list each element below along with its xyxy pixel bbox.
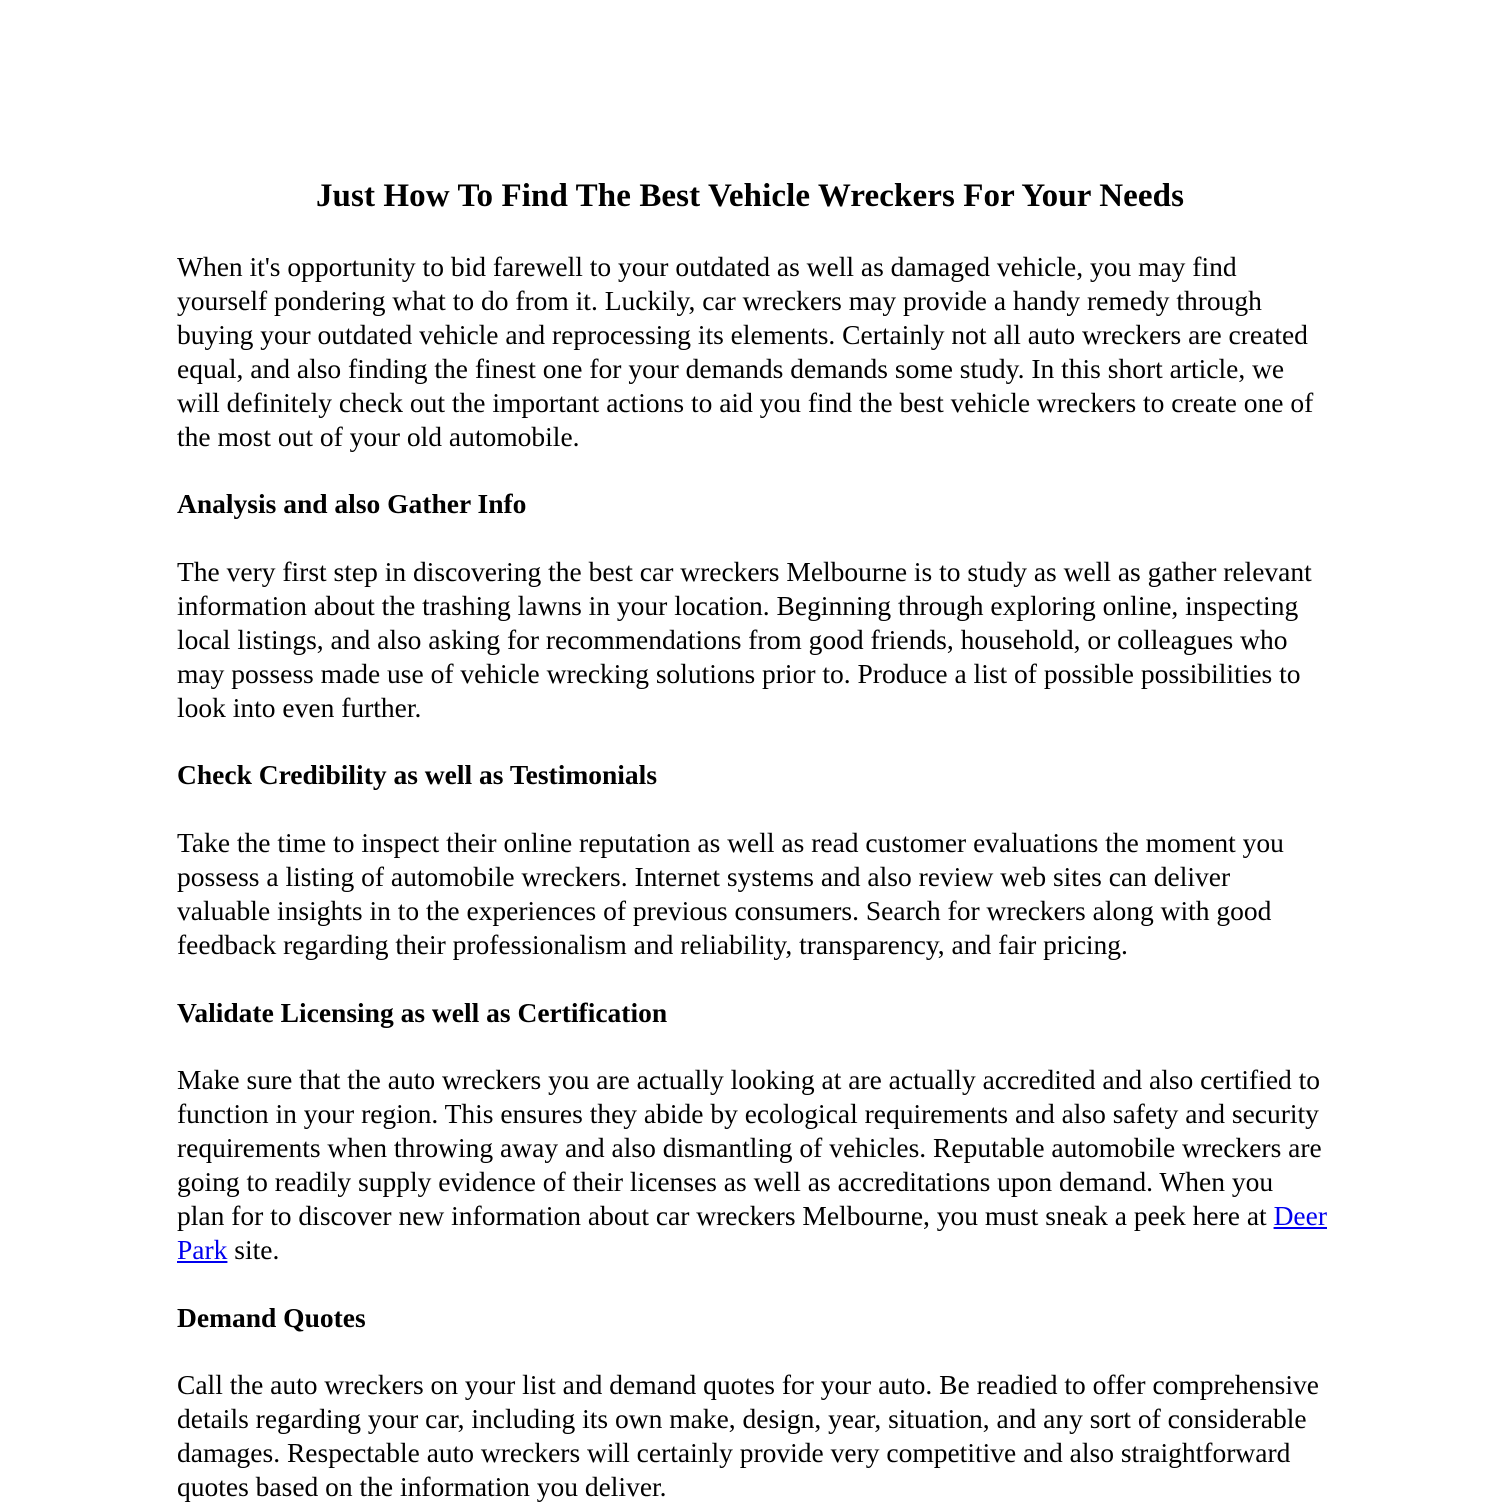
section-heading-licensing: Validate Licensing as well as Certification — [177, 996, 668, 1028]
section-body-reputation: Take the time to inspect their online reputation as well as read customer evaluations the moment you possess a listing of automobile wreckers. Internet systems and also review web sites can deliver valuable insights in to the experiences of previous consumers. Search for wreckers along with good feedback regarding their professionalism and reliability, transparency, and fair pricing. — [177, 827, 1284, 960]
licensing-text-before-link: Make sure that the auto wreckers you are actually looking at are actually accredited and also certified to function in your region. This ensures they abide by ecological requirements and also safety and security requirements when throwing away and also dismantling of vehicles. Reputable automobile wreckers are going to readily supply evidence of their licenses as well as accreditations upon demand. When you plan for to discover new information about car wreckers Melbourne, you must sneak a peek here at — [177, 1064, 1322, 1231]
document-title: Just How To Find The Best Vehicle Wreckers For Your Needs — [315, 178, 1185, 214]
licensing-text-after-link: site. — [227, 1233, 280, 1265]
section-heading-research: Analysis and also Gather Info — [177, 488, 527, 520]
section-body-research: The very first step in discovering the best car wreckers Melbourne is to study as well as gather relevant information about the trashing lawns in your location. Beginning through exploring online, inspecting local listings, and also asking for recommendations from good friends, household, or colleagues who may possess made use of vehicle wrecking solutions prior to. Produce a list of possible possibilities to look into even further. — [177, 556, 1312, 723]
deer-park-link[interactable]: Deer Park — [177, 1200, 1327, 1265]
document-content — [177, 176, 1327, 1504]
section-body-quotes: Call the auto wreckers on your list and demand quotes for your auto. Be readied to offer comprehensive details regarding your car, including its own make, design, year, situation, and any sort of considerable damages. Respectable auto wreckers will certainly provide very competitive and also straightforward quotes based on the information you deliver. — [177, 1369, 1319, 1503]
section-heading-reputation: Check Credibility as well as Testimonials — [177, 759, 658, 791]
intro-paragraph: When it's opportunity to bid farewell to your outdated as well as damaged vehicle, you may find yourself pondering what to do from it. Luckily, car wreckers may provide a handy remedy through buying your outdated vehicle and reprocessing its elements. Certainly not all auto wreckers are created equal, and also finding the finest one for your demands demands some study. In this short article, we will definitely check out the important actions to aid you find the best vehicle wreckers to create one of the most out of your old automobile. — [177, 251, 1314, 452]
section-heading-quotes: Demand Quotes — [177, 1301, 366, 1333]
section-body-licensing — [177, 1063, 1327, 1266]
